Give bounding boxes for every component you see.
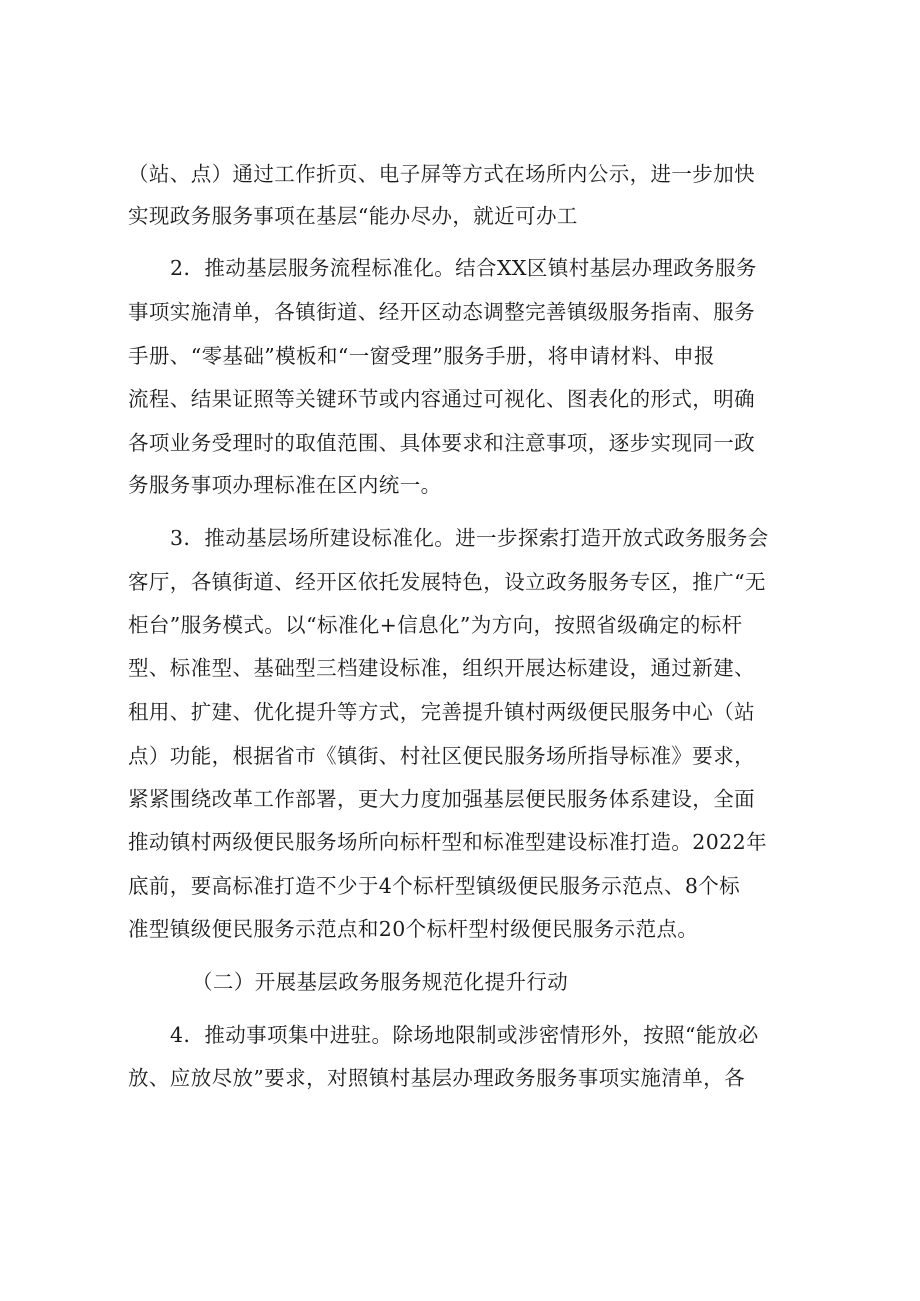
text-line: 柜台”服务模式。以“标准化+信息化”为方向，按照省级确定的标杆 <box>128 613 743 637</box>
text-line: 推动镇村两级便民服务场所向标杆型和标准型建设标准打造。2022年 <box>128 830 767 854</box>
text-line: 实现政务服务事项在基层“能办尽办，就近可办工 <box>128 204 578 228</box>
text-line: （站、点）通过工作折页、电子屏等方式在场所内公示，进一步加快 <box>128 162 755 186</box>
text-line: 点）功能，根据省市《镇街、村社区便民服务场所指导标准》要求， <box>128 744 755 768</box>
text-line: 紧紧围绕改革工作部署，更大力度加强基层便民服务体系建设，全面 <box>128 787 755 811</box>
text-line: 务服务事项办理标准在区内统一。 <box>128 473 442 497</box>
paragraph-heading-3: 3．推动基层场所建设标准化。进一步探索打造开放式政务服务会 <box>170 526 769 550</box>
text-line: 流程、结果证照等关键环节或内容通过可视化、图表化的形式，明确 <box>128 387 755 411</box>
text-line: 各项业务受理时的取值范围、具体要求和注意事项，逐步实现同一政 <box>128 431 755 455</box>
text-line: 准型镇级便民服务示范点和20个标杆型村级便民服务示范点。 <box>128 917 699 941</box>
text-line: 客厅，各镇街道、经开区依托发展特色，设立政务服务专区，推广“无 <box>128 570 766 594</box>
text-line: 型、标准型、基础型三档建设标准，组织开展达标建设，通过新建、 <box>128 656 755 680</box>
text-line: 放、应放尽放”要求，对照镇村基层办理政务服务事项实施清单，各 <box>128 1066 745 1090</box>
paragraph-heading-2: 2．推动基层服务流程标准化。结合XX区镇村基层办理政务服务 <box>170 256 757 280</box>
section-heading: （二）开展基层政务服务规范化提升行动 <box>192 970 569 994</box>
text-line: 事项实施清单，各镇街道、经开区动态调整完善镇级服务指南、服务 <box>128 300 755 324</box>
paragraph-heading-4: 4．推动事项集中进驻。除场地限制或涉密情形外，按照“能放必 <box>170 1023 759 1047</box>
text-line: 底前，要高标准打造不少于4个标杆型镇级便民服务示范点、8个标 <box>128 874 741 898</box>
text-line: 手册、“零基础”模板和“一窗受理”服务手册，将申请材料、申报 <box>128 344 715 368</box>
text-line: 租用、扩建、优化提升等方式，完善提升镇村两级便民服务中心（站 <box>128 700 755 724</box>
